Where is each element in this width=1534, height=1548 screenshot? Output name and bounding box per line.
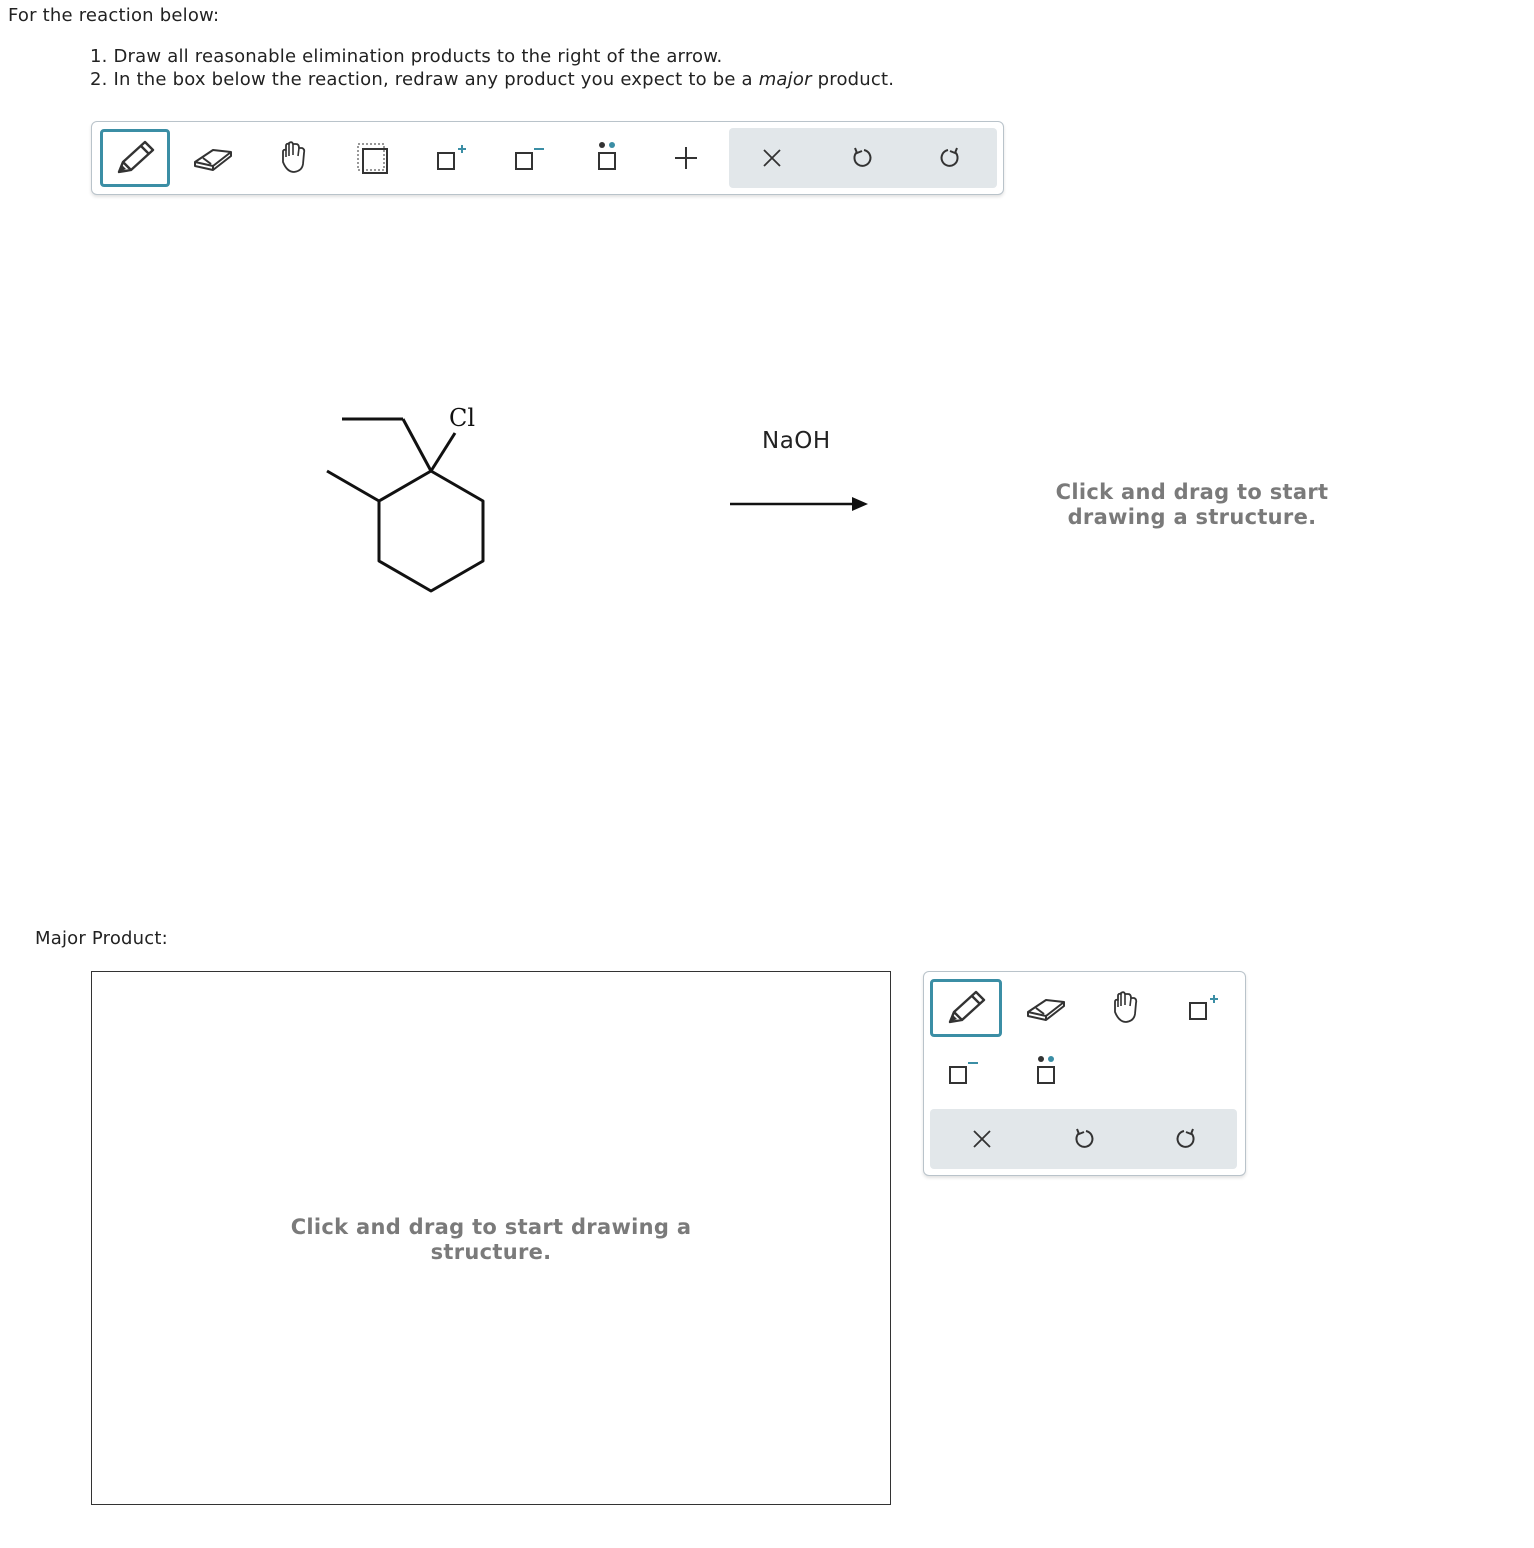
question-intro: For the reaction below: bbox=[8, 5, 220, 26]
undo-icon bbox=[850, 146, 874, 170]
step-2: 2. In the box below the reaction, redraw any product you expect to be a major product. bbox=[90, 69, 895, 90]
charge-minus-tool-button[interactable] bbox=[506, 136, 550, 180]
methyl-bond bbox=[327, 471, 379, 501]
pencil-tool-button[interactable] bbox=[930, 979, 1002, 1037]
lone-pair-icon bbox=[592, 139, 622, 177]
reagent-label: NaOH bbox=[762, 428, 831, 454]
question-steps bbox=[90, 45, 894, 91]
hand-tool-button[interactable] bbox=[270, 136, 316, 180]
clear-button[interactable] bbox=[750, 136, 794, 180]
product-drop-hint[interactable]: Click and drag to start drawing a structure. bbox=[1055, 480, 1329, 529]
pencil-tool-button[interactable] bbox=[100, 129, 170, 187]
select-icon bbox=[355, 141, 389, 175]
redo-icon bbox=[1174, 1127, 1198, 1151]
charge-plus-tool-button[interactable] bbox=[428, 136, 472, 180]
clear-icon bbox=[761, 147, 783, 169]
hand-icon bbox=[1107, 990, 1143, 1026]
redo-icon bbox=[938, 146, 962, 170]
step-1: 1. Draw all reasonable elimination products to the right of the arrow. bbox=[90, 46, 723, 67]
clear-button[interactable] bbox=[960, 1117, 1004, 1161]
charge-minus-tool-button[interactable] bbox=[940, 1050, 984, 1094]
cyclohexane-ring bbox=[379, 471, 483, 591]
clear-icon bbox=[971, 1128, 993, 1150]
lone-pair-tool-button[interactable] bbox=[1026, 1048, 1066, 1096]
ethyl-bond-1 bbox=[403, 419, 431, 471]
undo-button[interactable] bbox=[840, 136, 884, 180]
lone-pair-icon bbox=[1031, 1053, 1061, 1091]
charge-minus-icon bbox=[510, 141, 546, 175]
eraser-tool-button[interactable] bbox=[1020, 986, 1072, 1030]
charge-plus-tool-button[interactable] bbox=[1180, 986, 1224, 1030]
charge-plus-icon bbox=[1184, 991, 1220, 1025]
pencil-icon bbox=[944, 988, 988, 1028]
reaction-toolbar bbox=[91, 121, 1004, 195]
eraser-icon bbox=[1024, 992, 1068, 1024]
major-product-drop-hint: Click and drag to start drawing a structure. bbox=[290, 1215, 692, 1264]
charge-minus-icon bbox=[944, 1055, 980, 1089]
plus-icon bbox=[672, 144, 700, 172]
undo-button[interactable] bbox=[1062, 1117, 1106, 1161]
chlorine-atom-label: Cl bbox=[449, 404, 476, 432]
hand-icon bbox=[275, 140, 311, 176]
eraser-tool-button[interactable] bbox=[187, 136, 239, 180]
lone-pair-tool-button[interactable] bbox=[587, 134, 627, 182]
hand-tool-button[interactable] bbox=[1102, 986, 1148, 1030]
major-product-canvas[interactable] bbox=[91, 971, 891, 1505]
eraser-icon bbox=[191, 142, 235, 174]
add-plus-tool-button[interactable] bbox=[664, 136, 708, 180]
select-tool-button[interactable] bbox=[350, 136, 394, 180]
undo-icon bbox=[1072, 1127, 1096, 1151]
major-product-label: Major Product: bbox=[35, 928, 168, 949]
chloro-bond bbox=[431, 433, 455, 471]
major-product-toolbar bbox=[923, 971, 1246, 1176]
redo-button[interactable] bbox=[928, 136, 972, 180]
pencil-icon bbox=[113, 138, 157, 178]
reaction-arrow bbox=[728, 494, 870, 514]
redo-button[interactable] bbox=[1164, 1117, 1208, 1161]
charge-plus-icon bbox=[432, 141, 468, 175]
